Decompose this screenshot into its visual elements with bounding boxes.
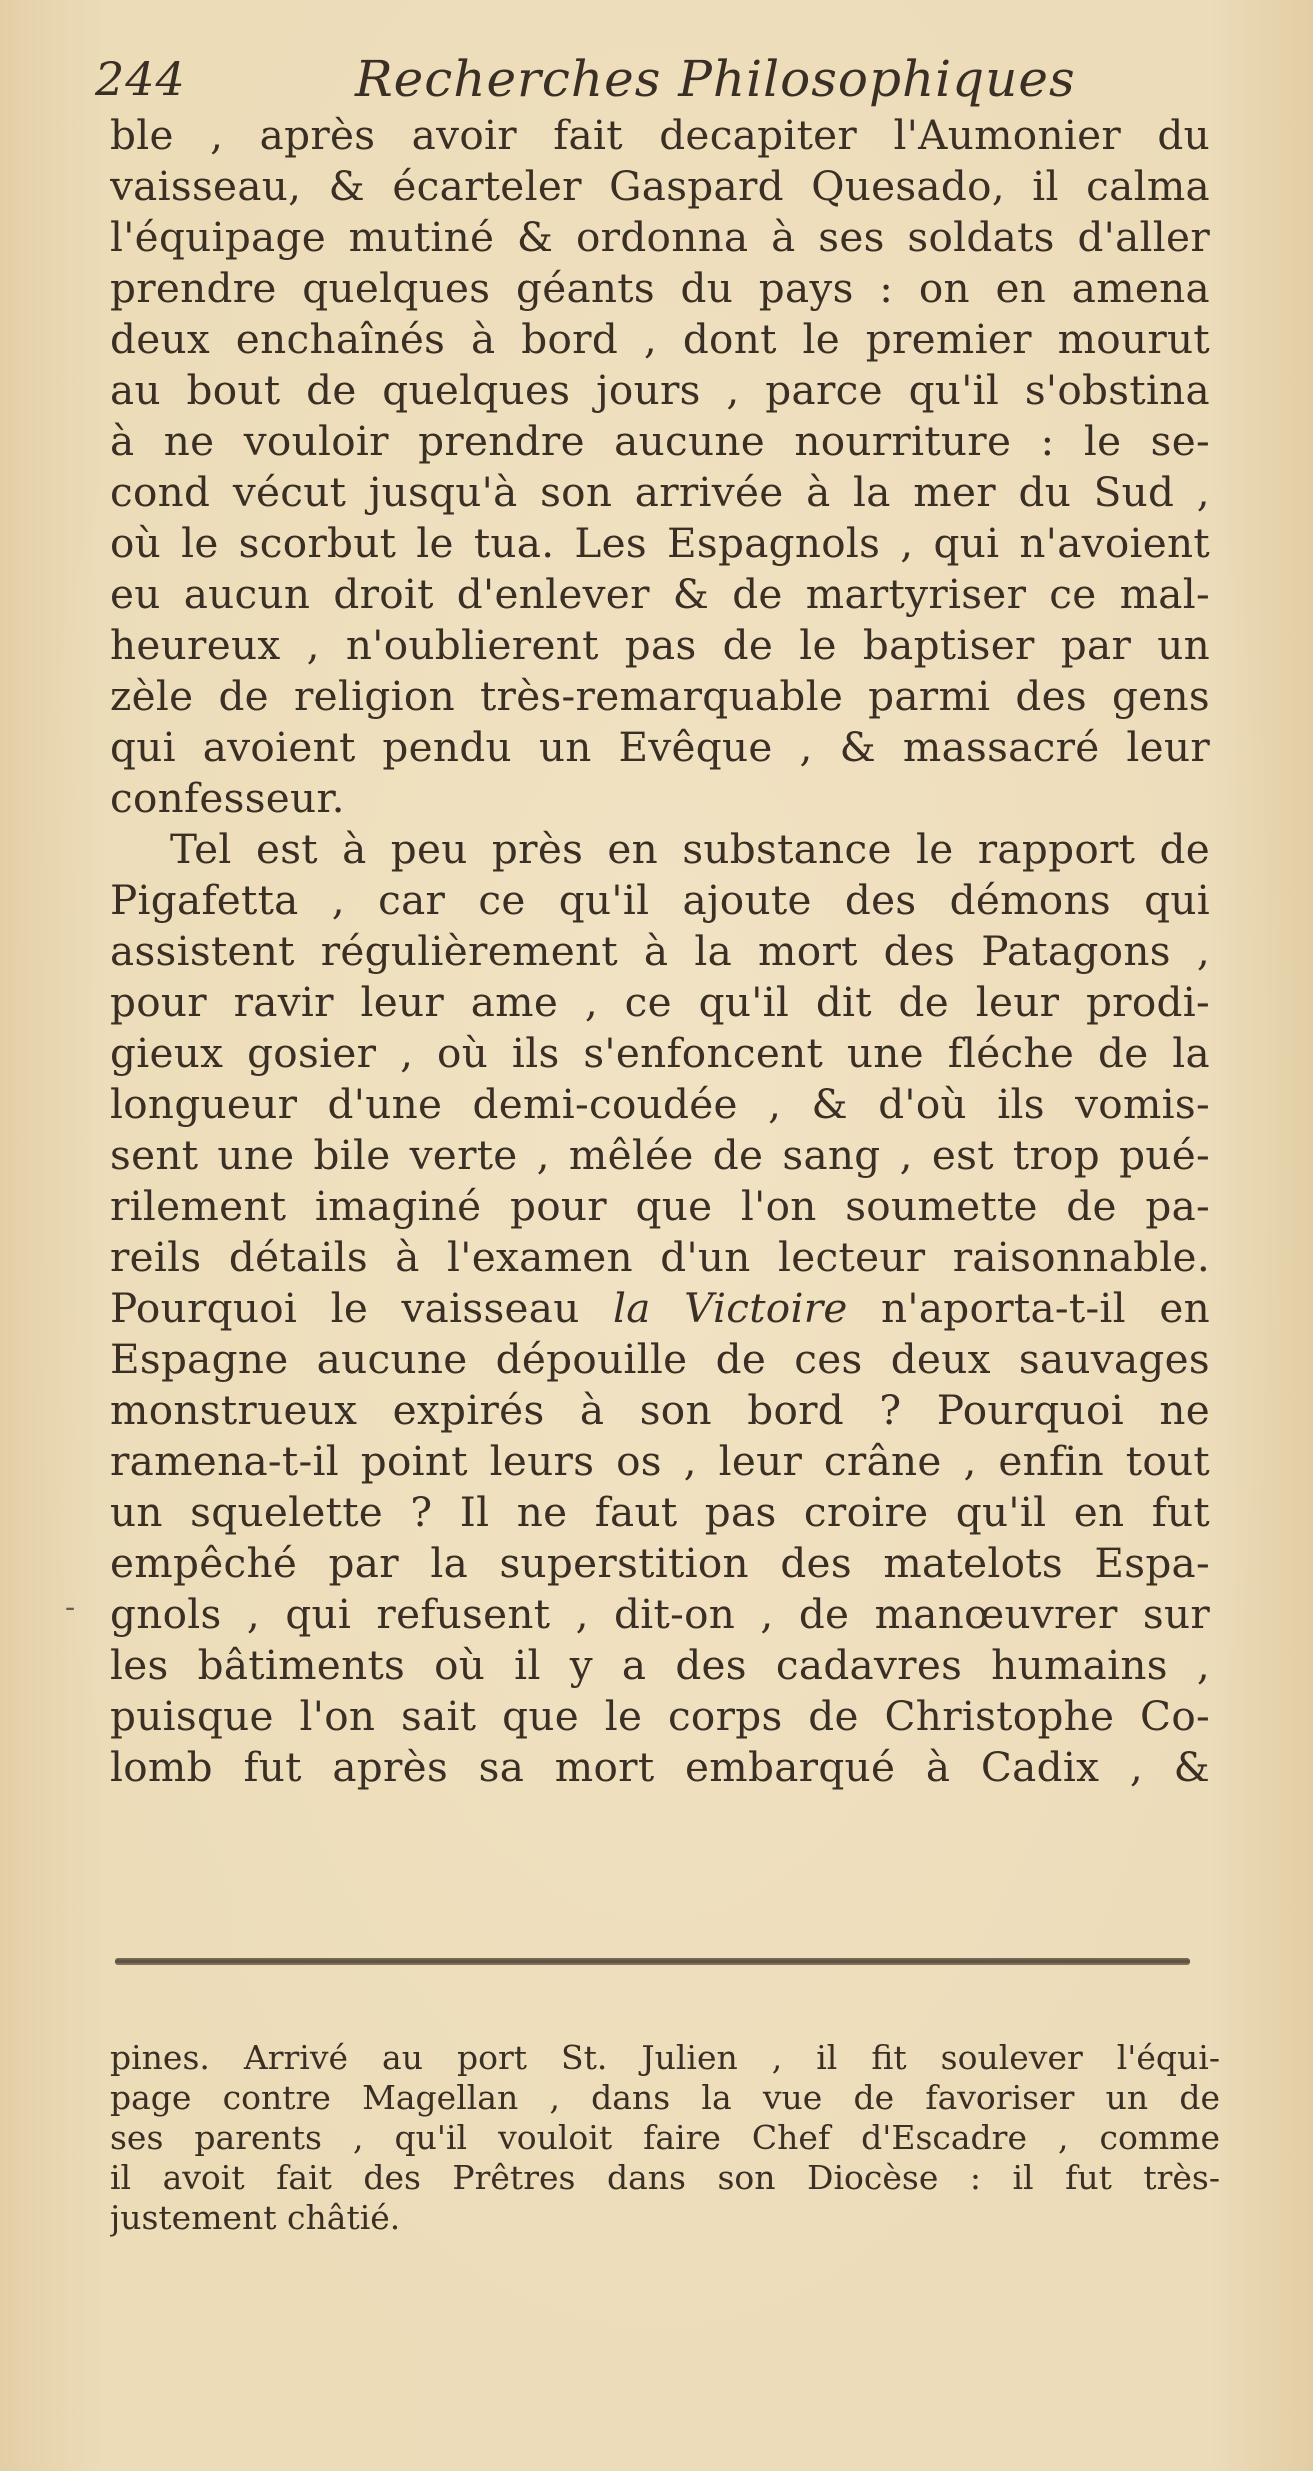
text-line: vaisseau, & écarteler Gaspard Quesado, il calma (110, 162, 1210, 210)
footnote-line: ses parents , qu'il vouloit faire Chef d'Escadre , comme (110, 2118, 1220, 2157)
text-line: lomb fut après sa mort embarqué à Cadix , & (110, 1743, 1210, 1791)
text-line: les bâtiments où il y a des cadavres humains , (110, 1641, 1210, 1689)
text-line: empêché par la superstition des matelots Espa- (110, 1539, 1210, 1587)
margin-mark: - (65, 1590, 76, 1625)
text-line: heureux , n'oublierent pas de le baptiser par un (110, 621, 1210, 669)
footnote (110, 2038, 1220, 2238)
text-line: monstrueux expirés à son bord ? Pourquoi ne (110, 1386, 1210, 1434)
text-line: un squelette ? Il ne faut pas croire qu'il en fut (110, 1488, 1210, 1536)
footnote-rule (115, 1958, 1190, 1965)
footnote-line: il avoit fait des Prêtres dans son Diocèse : il fut très- (110, 2158, 1220, 2197)
text-line-mixed (110, 1283, 1210, 1334)
text-line: ramena-t-il point leurs os , leur crâne , enfin tout (110, 1437, 1210, 1485)
text-line: ble , après avoir fait decapiter l'Aumonier du (110, 111, 1210, 159)
text-line: Espagne aucune dépouille de ces deux sauvages (110, 1335, 1210, 1383)
text-line: reils détails à l'examen d'un lecteur raisonnable. (110, 1233, 1210, 1281)
text-line: eu aucun droit d'enlever & de martyriser ce mal- (110, 570, 1210, 618)
page-number: 244 (95, 52, 186, 106)
ship-name: la Victoire (613, 1284, 848, 1332)
text-line: zèle de religion très-remarquable parmi des gens (110, 672, 1210, 720)
main-text (110, 110, 1210, 1793)
text-line: prendre quelques géants du pays : on en amena (110, 264, 1210, 312)
footnote-line: pines. Arrivé au port St. Julien , il fit soulever l'équi- (110, 2038, 1220, 2077)
text-line: qui avoient pendu un Evêque , & massacré leur (110, 723, 1210, 771)
text-line: gieux gosier , où ils s'enfoncent une fléche de la (110, 1029, 1210, 1077)
text-line: cond vécut jusqu'à son arrivée à la mer du Sud , (110, 468, 1210, 516)
text-line: Pigafetta , car ce qu'il ajoute des démons qui (110, 876, 1210, 924)
text-line: pour ravir leur ame , ce qu'il dit de leur prodi- (110, 978, 1210, 1026)
text-line: assistent régulièrement à la mort des Patagons , (110, 927, 1210, 975)
text-line: puisque l'on sait que le corps de Christophe Co- (110, 1692, 1210, 1740)
text-line: deux enchaînés à bord , dont le premier mourut (110, 315, 1210, 363)
footnote-line: page contre Magellan , dans la vue de favoriser un de (110, 2078, 1220, 2117)
footnote-line: justement châtié. (110, 2198, 401, 2237)
text-line: rilement imaginé pour que l'on soumette de pa- (110, 1182, 1210, 1230)
text-line: où le scorbut le tua. Les Espagnols , qui n'avoient (110, 519, 1210, 567)
text-line: au bout de quelques jours , parce qu'il s'obstina (110, 366, 1210, 414)
text-line: l'équipage mutiné & ordonna à ses soldats d'aller (110, 213, 1210, 261)
text-fragment: Pourquoi le vaisseau (110, 1284, 614, 1332)
text-line: gnols , qui refusent , dit-on , de manœuvrer sur (110, 1590, 1210, 1638)
text-line: à ne vouloir prendre aucune nourriture : le se- (110, 417, 1210, 465)
text-line: sent une bile verte , mêlée de sang , est trop pué- (110, 1131, 1210, 1179)
page-header (95, 50, 1215, 110)
text-line: confesseur. (110, 774, 345, 822)
text-line: longueur d'une demi-coudée , & d'où ils vomis- (110, 1080, 1210, 1128)
text-fragment: n'aporta-t-il en (847, 1284, 1210, 1332)
text-line: Tel est à peu près en substance le rapport de (170, 825, 1210, 873)
running-title: Recherches Philosophiques (355, 50, 1076, 108)
